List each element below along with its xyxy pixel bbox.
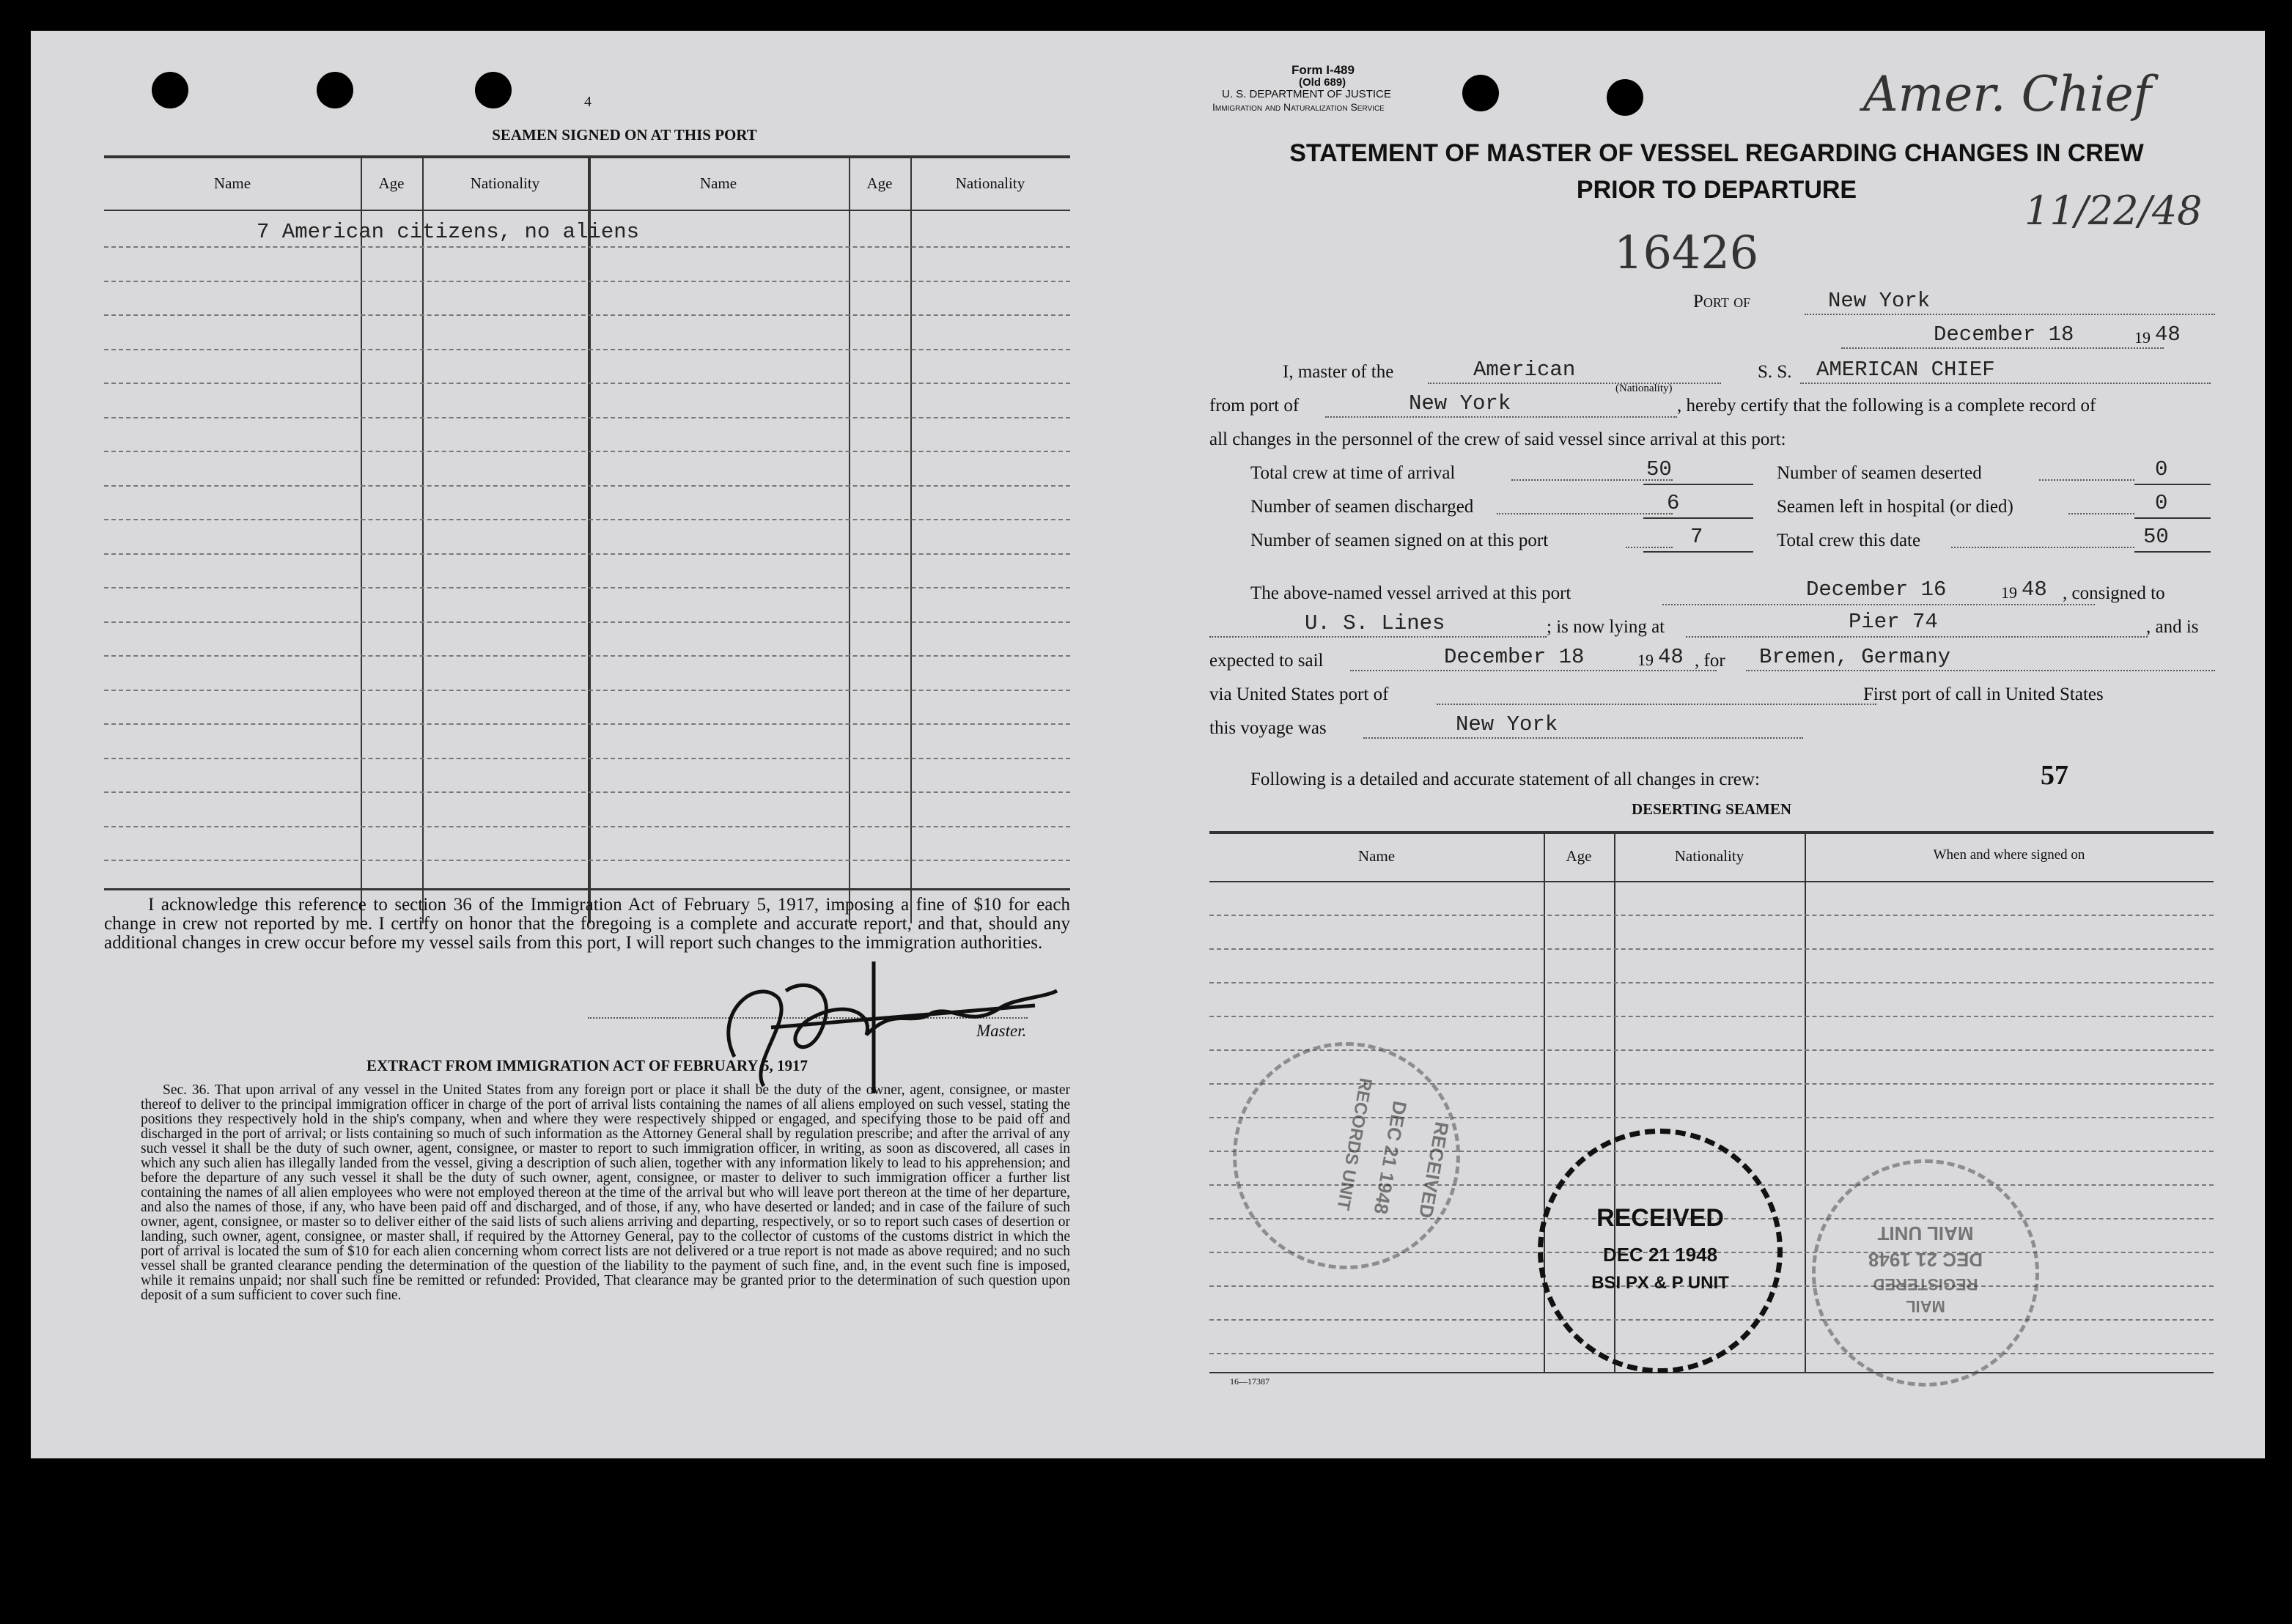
arrived-line — [1662, 604, 2095, 605]
punch-hole — [317, 72, 353, 108]
col-header-age: Age — [378, 174, 405, 192]
stat-label-deserted: Number of seamen deserted — [1777, 463, 1982, 483]
desert-table-top — [1209, 831, 2214, 834]
form-code: 16—17387 — [1230, 1376, 1270, 1387]
certify-text: , hereby certify that the following is a complete record of — [1677, 396, 2096, 416]
service-name: Immigration and Naturalization Service — [1212, 101, 1385, 113]
from-port-value: New York — [1409, 391, 1511, 416]
table-rule — [1209, 915, 2214, 916]
table-rule — [104, 826, 1070, 827]
lying-label: ; is now lying at — [1547, 617, 1665, 637]
table-rule — [104, 655, 1070, 657]
table-rule — [104, 587, 1070, 588]
desert-table-bottom — [1209, 1372, 2214, 1373]
records-unit-stamp: RECORDS UNIT DEC 21 1948 RECEIVED — [1233, 1042, 1460, 1269]
stat-value-line — [2134, 551, 2211, 553]
stat-value-total-date: 50 — [2143, 525, 2169, 549]
col-header-name: Name — [699, 174, 737, 192]
form-title-line1: STATEMENT OF MASTER OF VESSEL REGARDING CHANGES IN CREW — [1289, 139, 2144, 167]
master-signature — [690, 947, 1072, 1101]
master-label: Master. — [976, 1022, 1027, 1040]
punch-hole — [1607, 79, 1643, 116]
table-top-rule — [104, 155, 1070, 158]
extract-title: EXTRACT FROM IMMIGRATION ACT OF FEBRUARY 5, 1917 — [366, 1057, 808, 1074]
sail-year-prefix: 19 — [1637, 651, 1654, 669]
stat-label-discharged: Number of seamen discharged — [1250, 497, 1474, 517]
via-line — [1437, 704, 1876, 705]
table-rule — [104, 485, 1070, 487]
sail-date-line — [1350, 670, 1717, 671]
stat-leader — [2068, 513, 2134, 514]
table-rule — [1209, 1016, 2214, 1017]
stat-value-discharged: 6 — [1667, 491, 1680, 515]
section-title: SEAMEN SIGNED ON AT THIS PORT — [492, 126, 757, 144]
stat-leader — [2039, 479, 2134, 481]
punch-hole — [1462, 75, 1499, 111]
table-rule — [104, 690, 1070, 691]
table-rule — [104, 723, 1070, 725]
date-line — [1841, 347, 2164, 349]
date-year: 48 — [2155, 322, 2181, 347]
desert-header-age: Age — [1566, 847, 1592, 865]
page-number: 4 — [584, 94, 592, 110]
lying-value: Pier 74 — [1849, 610, 1938, 634]
table-rule — [1209, 982, 2214, 983]
stat-value-deserted: 0 — [2155, 457, 2168, 481]
table-rule — [104, 791, 1070, 793]
table-rule — [104, 281, 1070, 282]
col-divider — [910, 155, 912, 923]
stat-leader — [1626, 547, 1673, 548]
stat-value-line — [1643, 517, 1753, 519]
sail-date: December 18 — [1444, 645, 1585, 669]
table-rule — [104, 519, 1070, 520]
stat-label-signed-on: Number of seamen signed on at this port — [1250, 531, 1549, 550]
ss-label: S. S. — [1758, 362, 1792, 382]
deserting-title: DESERTING SEAMEN — [1631, 800, 1792, 818]
extract-text: Sec. 36. That upon arrival of any vessel in the United States from any foreign port or place it shall be the duty of the owner, agent, consignee, or master thereof to deliver to the principal immigration officer in charge of the port of arrival lists containing the names of all aliens employed on such vessel, stating the positions they respectively hold in the ship's company, when and where they were respectively shipped or engaged, and specifying those to be paid off and discharged in the port of arrival; or lists containing so much of such information as the Attorney General shall by regulation prescribe; and after the arrival of any such vessel it shall be the duty of such owner, agent, consignee, or master to report to such immigration officer, in writing, as soon as discovered, all cases in which any such alien has illegally landed from the vessel, giving a description of such alien, together with any information likely to lead to his apprehension; and before the departure of any such vessel it shall be the duty of such owner, agent, consignee, or master to deliver to such immigration officer a further list containing the names of all alien employees who were not employed thereon at the time of the arrival but who will leave port thereon at the time of her departure, and also the names of those, if any, who have been paid off and discharged, and of those, if any, who have deserted or landed; and in case of the failure of such owner, agent, consignee, or master so to deliver either of the said lists of such aliens arriving and departing, respectively, or so to report such cases of desertion or landing, such owner, agent, consignee, or master shall, if required by the Attorney General, pay to the collector of customs of the customs district in which the port of arrival is located the sum of $10 for each alien concerning whom correct lists are not delivered or a true report is not made as above required; and no such vessel shall be granted clearance pending the determination of the question of the liability to the payment of such fine, and, in the event such fine is imposed, while it remains unpaid; nor shall such fine be remitted or refunded: Provided, That clearance may be granted prior to the determination of such question upon deposit of a sum sufficient to cover such fine. — [141, 1082, 1070, 1303]
this-voyage-label: this voyage was — [1209, 718, 1327, 738]
from-port-line — [1325, 416, 1677, 418]
table-bottom-rule — [104, 888, 1070, 890]
desert-header-nationality: Nationality — [1674, 847, 1744, 865]
nationality-value: American — [1473, 358, 1576, 382]
port-label: Port of — [1693, 292, 1751, 311]
port-value: New York — [1828, 289, 1931, 313]
col-header-nationality: Nationality — [955, 174, 1025, 192]
col-divider — [422, 155, 424, 923]
all-changes-text: all changes in the personnel of the crew of said vessel since arrival at this port: — [1209, 429, 1786, 449]
stat-label-total-date: Total crew this date — [1777, 531, 1921, 550]
stat-value-line — [2134, 484, 2211, 485]
arrived-label: The above-named vessel arrived at this port — [1250, 583, 1571, 603]
date-year-prefix: 19 — [2134, 328, 2151, 347]
table-rule — [104, 314, 1070, 316]
col-header-name: Name — [213, 174, 251, 192]
table-rule — [1209, 948, 2214, 950]
master-of-label: I, master of the — [1283, 362, 1394, 382]
stat-value-hospital: 0 — [2155, 491, 2168, 515]
table-rule — [104, 383, 1070, 384]
table-rule — [104, 417, 1070, 418]
desert-header-signed-on: When and where signed on — [1933, 847, 2085, 863]
typed-entry: 7 American citizens, no aliens — [257, 220, 640, 244]
via-label: via United States port of — [1209, 684, 1389, 704]
stat-label-total-arrival: Total crew at time of arrival — [1250, 463, 1456, 483]
col-header-age: Age — [866, 174, 893, 192]
table-rule — [104, 246, 1070, 248]
document-sheet — [31, 31, 2265, 1458]
desert-header-name: Name — [1357, 847, 1396, 865]
destination: Bremen, Germany — [1759, 645, 1951, 669]
changes-count: 57 — [2041, 760, 2068, 791]
stat-label-hospital: Seamen left in hospital (or died) — [1777, 497, 2013, 517]
following-text: Following is a detailed and accurate statement of all changes in crew: — [1250, 769, 1760, 789]
lying-line — [1686, 636, 2148, 638]
col-divider — [361, 155, 362, 923]
consignee: U. S. Lines — [1305, 611, 1445, 635]
stat-leader — [1951, 547, 2134, 548]
mail-unit-stamp: MAIL UNIT DEC 21 1948 REGISTERED MAIL — [1812, 1159, 2039, 1387]
from-port-label: from port of — [1209, 396, 1300, 416]
nationality-caption: (Nationality) — [1615, 383, 1673, 394]
first-port-value: New York — [1456, 712, 1558, 737]
stat-value-signed-on: 7 — [1690, 525, 1703, 549]
handwritten-file-number: 16426 — [1614, 226, 1759, 279]
department-name: U. S. DEPARTMENT OF JUSTICE — [1222, 88, 1391, 100]
acknowledgment-text: I acknowledge this reference to section 36 of the Immigration Act of February 5, 1917, imposing a fine of $10 for each change in crew not reported by me. I certify on honor that the foregoing is a complete and accurate report, and that, should any additional changes in crew occur before my vessel sails from this port, I will report such changes to the immigration authorities. — [104, 895, 1070, 953]
header-rule — [104, 210, 1070, 211]
port-line — [1805, 314, 2215, 315]
received-stamp: RECEIVED DEC 21 1948 BSI PX & P UNIT — [1538, 1129, 1783, 1373]
arrived-year: 48 — [2022, 577, 2047, 602]
arrived-date: December 16 — [1806, 577, 1947, 602]
handwritten-date: 11/22/48 — [2024, 188, 2203, 234]
form-old-number: (Old 689) — [1299, 76, 1346, 89]
nationality-line — [1428, 383, 1721, 384]
col-divider — [849, 155, 850, 923]
stat-value-line — [1643, 484, 1753, 485]
handwritten-vessel-note: Amer. Chief — [1863, 66, 2152, 122]
stat-value-line — [1643, 551, 1753, 553]
first-port-line — [1363, 737, 1803, 739]
expected-label: expected to sail — [1209, 651, 1324, 671]
form-number: Form I-489 — [1291, 63, 1355, 77]
col-divider — [588, 155, 591, 923]
table-rule — [104, 553, 1070, 555]
punch-hole — [475, 72, 512, 108]
stat-value-line — [2134, 517, 2211, 519]
form-title-line2: PRIOR TO DEPARTURE — [1576, 176, 1857, 204]
table-rule — [104, 758, 1070, 759]
desert-header-rule — [1209, 881, 2214, 882]
consigned-label: , consigned to — [2063, 583, 2165, 603]
and-is-text: , and is — [2146, 617, 2199, 637]
sail-year: 48 — [1658, 645, 1684, 669]
stat-value-total-arrival: 50 — [1646, 457, 1672, 481]
date-value: December 18 — [1934, 322, 2074, 347]
col-header-nationality: Nationality — [470, 174, 540, 192]
arrived-year-prefix: 19 — [2001, 583, 2017, 602]
table-rule — [104, 621, 1070, 623]
first-port-label: First port of call in United States — [1863, 684, 2104, 704]
vessel-name: AMERICAN CHIEF — [1816, 358, 1995, 382]
vessel-line — [1800, 383, 2211, 384]
punch-hole — [152, 72, 188, 108]
destination-line — [1746, 670, 2215, 671]
consignee-line — [1209, 636, 1547, 638]
desert-col-divider — [1805, 831, 1806, 1372]
stat-leader — [1497, 513, 1673, 514]
table-rule — [104, 349, 1070, 350]
for-label: , for — [1695, 651, 1725, 671]
table-rule — [104, 860, 1070, 861]
table-rule — [104, 451, 1070, 452]
